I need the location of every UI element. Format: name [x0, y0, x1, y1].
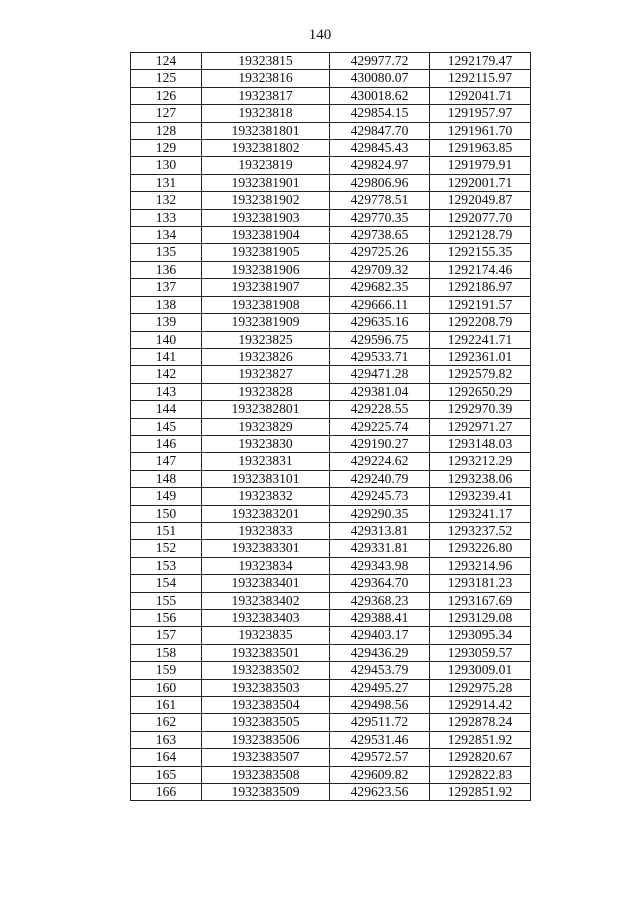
table-row [131, 714, 531, 731]
y-coordinate-cell: 1292970.39 [430, 401, 531, 418]
table-row [131, 192, 531, 209]
x-coordinate-cell: 429498.56 [330, 697, 430, 714]
point-id-cell: 1932381802 [202, 140, 330, 157]
point-id-cell: 1932383201 [202, 505, 330, 522]
row-number-cell: 152 [131, 540, 202, 557]
point-id-cell: 1932383507 [202, 749, 330, 766]
x-coordinate-cell: 429572.57 [330, 749, 430, 766]
point-id-cell: 19323830 [202, 435, 330, 452]
table-row [131, 522, 531, 539]
coordinates-table [130, 52, 531, 801]
table-row [131, 679, 531, 696]
x-coordinate-cell: 429240.79 [330, 470, 430, 487]
y-coordinate-cell: 1292049.87 [430, 192, 531, 209]
x-coordinate-cell: 429709.32 [330, 261, 430, 278]
table-row [131, 610, 531, 627]
table-row [131, 401, 531, 418]
x-coordinate-cell: 429847.70 [330, 122, 430, 139]
x-coordinate-cell: 429778.51 [330, 192, 430, 209]
x-coordinate-cell: 429533.71 [330, 348, 430, 365]
x-coordinate-cell: 429403.17 [330, 627, 430, 644]
point-id-cell: 19323816 [202, 70, 330, 87]
row-number-cell: 139 [131, 314, 202, 331]
row-number-cell: 138 [131, 296, 202, 313]
point-id-cell: 19323829 [202, 418, 330, 435]
row-number-cell: 126 [131, 87, 202, 104]
point-id-cell: 19323815 [202, 53, 330, 70]
point-id-cell: 19323825 [202, 331, 330, 348]
row-number-cell: 141 [131, 348, 202, 365]
table-row [131, 453, 531, 470]
table-row [131, 227, 531, 244]
point-id-cell: 1932381908 [202, 296, 330, 313]
y-coordinate-cell: 1293009.01 [430, 662, 531, 679]
row-number-cell: 127 [131, 105, 202, 122]
x-coordinate-cell: 429854.15 [330, 105, 430, 122]
point-id-cell: 19323826 [202, 348, 330, 365]
row-number-cell: 133 [131, 209, 202, 226]
table-row [131, 314, 531, 331]
x-coordinate-cell: 429245.73 [330, 488, 430, 505]
y-coordinate-cell: 1293237.52 [430, 522, 531, 539]
point-id-cell: 19323833 [202, 522, 330, 539]
x-coordinate-cell: 429824.97 [330, 157, 430, 174]
table-row [131, 209, 531, 226]
row-number-cell: 149 [131, 488, 202, 505]
row-number-cell: 155 [131, 592, 202, 609]
y-coordinate-cell: 1292208.79 [430, 314, 531, 331]
table-row [131, 261, 531, 278]
y-coordinate-cell: 1293167.69 [430, 592, 531, 609]
y-coordinate-cell: 1293129.08 [430, 610, 531, 627]
table-row [131, 157, 531, 174]
table-row [131, 488, 531, 505]
row-number-cell: 154 [131, 575, 202, 592]
table-row [131, 70, 531, 87]
point-id-cell: 1932382801 [202, 401, 330, 418]
row-number-cell: 162 [131, 714, 202, 731]
point-id-cell: 19323831 [202, 453, 330, 470]
table-row [131, 296, 531, 313]
x-coordinate-cell: 429436.29 [330, 644, 430, 661]
point-id-cell: 1932383401 [202, 575, 330, 592]
x-coordinate-cell: 429313.81 [330, 522, 430, 539]
x-coordinate-cell: 430018.62 [330, 87, 430, 104]
point-id-cell: 19323818 [202, 105, 330, 122]
row-number-cell: 132 [131, 192, 202, 209]
y-coordinate-cell: 1292361.01 [430, 348, 531, 365]
y-coordinate-cell: 1292077.70 [430, 209, 531, 226]
table-row [131, 766, 531, 783]
x-coordinate-cell: 429368.23 [330, 592, 430, 609]
row-number-cell: 148 [131, 470, 202, 487]
y-coordinate-cell: 1292241.71 [430, 331, 531, 348]
point-id-cell: 1932381801 [202, 122, 330, 139]
point-id-cell: 19323817 [202, 87, 330, 104]
row-number-cell: 134 [131, 227, 202, 244]
x-coordinate-cell: 429666.11 [330, 296, 430, 313]
table-row [131, 540, 531, 557]
y-coordinate-cell: 1292820.67 [430, 749, 531, 766]
x-coordinate-cell: 429225.74 [330, 418, 430, 435]
row-number-cell: 143 [131, 383, 202, 400]
y-coordinate-cell: 1293148.03 [430, 435, 531, 452]
point-id-cell: 1932383101 [202, 470, 330, 487]
table-row [131, 575, 531, 592]
point-id-cell: 19323819 [202, 157, 330, 174]
table-row [131, 122, 531, 139]
point-id-cell: 1932383402 [202, 592, 330, 609]
x-coordinate-cell: 430080.07 [330, 70, 430, 87]
point-id-cell: 19323835 [202, 627, 330, 644]
row-number-cell: 150 [131, 505, 202, 522]
x-coordinate-cell: 429190.27 [330, 435, 430, 452]
table-row [131, 784, 531, 801]
point-id-cell: 1932383505 [202, 714, 330, 731]
table-row [131, 592, 531, 609]
y-coordinate-cell: 1293238.06 [430, 470, 531, 487]
x-coordinate-cell: 429388.41 [330, 610, 430, 627]
row-number-cell: 166 [131, 784, 202, 801]
y-coordinate-cell: 1292579.82 [430, 366, 531, 383]
x-coordinate-cell: 429331.81 [330, 540, 430, 557]
point-id-cell: 1932381903 [202, 209, 330, 226]
y-coordinate-cell: 1292128.79 [430, 227, 531, 244]
y-coordinate-cell: 1292650.29 [430, 383, 531, 400]
x-coordinate-cell: 429511.72 [330, 714, 430, 731]
point-id-cell: 1932381904 [202, 227, 330, 244]
point-id-cell: 1932383506 [202, 731, 330, 748]
row-number-cell: 129 [131, 140, 202, 157]
y-coordinate-cell: 1291961.70 [430, 122, 531, 139]
y-coordinate-cell: 1291957.97 [430, 105, 531, 122]
coordinates-table-body [131, 53, 531, 801]
row-number-cell: 144 [131, 401, 202, 418]
row-number-cell: 164 [131, 749, 202, 766]
row-number-cell: 151 [131, 522, 202, 539]
row-number-cell: 137 [131, 279, 202, 296]
row-number-cell: 161 [131, 697, 202, 714]
x-coordinate-cell: 429224.62 [330, 453, 430, 470]
row-number-cell: 165 [131, 766, 202, 783]
y-coordinate-cell: 1292179.47 [430, 53, 531, 70]
row-number-cell: 157 [131, 627, 202, 644]
row-number-cell: 124 [131, 53, 202, 70]
row-number-cell: 147 [131, 453, 202, 470]
table-row [131, 53, 531, 70]
table-row [131, 140, 531, 157]
table-row [131, 366, 531, 383]
row-number-cell: 163 [131, 731, 202, 748]
point-id-cell: 1932383301 [202, 540, 330, 557]
y-coordinate-cell: 1292115.97 [430, 70, 531, 87]
x-coordinate-cell: 429596.75 [330, 331, 430, 348]
point-id-cell: 19323834 [202, 557, 330, 574]
y-coordinate-cell: 1292186.97 [430, 279, 531, 296]
table-row [131, 174, 531, 191]
row-number-cell: 160 [131, 679, 202, 696]
x-coordinate-cell: 429495.27 [330, 679, 430, 696]
table-row [131, 87, 531, 104]
y-coordinate-cell: 1292971.27 [430, 418, 531, 435]
x-coordinate-cell: 429381.04 [330, 383, 430, 400]
row-number-cell: 135 [131, 244, 202, 261]
table-row [131, 505, 531, 522]
table-row [131, 731, 531, 748]
y-coordinate-cell: 1292914.42 [430, 697, 531, 714]
point-id-cell: 1932383502 [202, 662, 330, 679]
table-row [131, 418, 531, 435]
row-number-cell: 125 [131, 70, 202, 87]
row-number-cell: 130 [131, 157, 202, 174]
y-coordinate-cell: 1293212.29 [430, 453, 531, 470]
x-coordinate-cell: 429635.16 [330, 314, 430, 331]
x-coordinate-cell: 429453.79 [330, 662, 430, 679]
point-id-cell: 1932383508 [202, 766, 330, 783]
y-coordinate-cell: 1291979.91 [430, 157, 531, 174]
y-coordinate-cell: 1292851.92 [430, 784, 531, 801]
point-id-cell: 1932381905 [202, 244, 330, 261]
point-id-cell: 19323827 [202, 366, 330, 383]
point-id-cell: 1932383504 [202, 697, 330, 714]
point-id-cell: 1932381907 [202, 279, 330, 296]
x-coordinate-cell: 429623.56 [330, 784, 430, 801]
point-id-cell: 19323828 [202, 383, 330, 400]
y-coordinate-cell: 1293059.57 [430, 644, 531, 661]
x-coordinate-cell: 429682.35 [330, 279, 430, 296]
row-number-cell: 136 [131, 261, 202, 278]
y-coordinate-cell: 1293226.80 [430, 540, 531, 557]
x-coordinate-cell: 429228.55 [330, 401, 430, 418]
table-row [131, 557, 531, 574]
point-id-cell: 1932381909 [202, 314, 330, 331]
row-number-cell: 128 [131, 122, 202, 139]
x-coordinate-cell: 429290.35 [330, 505, 430, 522]
table-row [131, 348, 531, 365]
x-coordinate-cell: 429531.46 [330, 731, 430, 748]
table-row [131, 435, 531, 452]
table-row [131, 697, 531, 714]
row-number-cell: 153 [131, 557, 202, 574]
y-coordinate-cell: 1293095.34 [430, 627, 531, 644]
table-row [131, 331, 531, 348]
row-number-cell: 131 [131, 174, 202, 191]
row-number-cell: 156 [131, 610, 202, 627]
table-row [131, 383, 531, 400]
y-coordinate-cell: 1292975.28 [430, 679, 531, 696]
x-coordinate-cell: 429738.65 [330, 227, 430, 244]
table-row [131, 749, 531, 766]
table-row [131, 662, 531, 679]
row-number-cell: 158 [131, 644, 202, 661]
table-row [131, 105, 531, 122]
point-id-cell: 19323832 [202, 488, 330, 505]
y-coordinate-cell: 1292878.24 [430, 714, 531, 731]
y-coordinate-cell: 1292155.35 [430, 244, 531, 261]
point-id-cell: 1932381906 [202, 261, 330, 278]
point-id-cell: 1932383403 [202, 610, 330, 627]
point-id-cell: 1932383501 [202, 644, 330, 661]
table-row [131, 470, 531, 487]
y-coordinate-cell: 1293239.41 [430, 488, 531, 505]
page-number: 140 [308, 27, 332, 43]
x-coordinate-cell: 429845.43 [330, 140, 430, 157]
row-number-cell: 142 [131, 366, 202, 383]
point-id-cell: 1932381902 [202, 192, 330, 209]
x-coordinate-cell: 429977.72 [330, 53, 430, 70]
y-coordinate-cell: 1291963.85 [430, 140, 531, 157]
x-coordinate-cell: 429471.28 [330, 366, 430, 383]
point-id-cell: 1932381901 [202, 174, 330, 191]
table-row [131, 627, 531, 644]
table-row [131, 244, 531, 261]
y-coordinate-cell: 1293214.96 [430, 557, 531, 574]
row-number-cell: 146 [131, 435, 202, 452]
row-number-cell: 140 [131, 331, 202, 348]
y-coordinate-cell: 1293241.17 [430, 505, 531, 522]
y-coordinate-cell: 1292191.57 [430, 296, 531, 313]
y-coordinate-cell: 1292041.71 [430, 87, 531, 104]
row-number-cell: 145 [131, 418, 202, 435]
y-coordinate-cell: 1293181.23 [430, 575, 531, 592]
x-coordinate-cell: 429343.98 [330, 557, 430, 574]
table-row [131, 644, 531, 661]
y-coordinate-cell: 1292822.83 [430, 766, 531, 783]
table-row [131, 279, 531, 296]
x-coordinate-cell: 429806.96 [330, 174, 430, 191]
x-coordinate-cell: 429609.82 [330, 766, 430, 783]
y-coordinate-cell: 1292001.71 [430, 174, 531, 191]
x-coordinate-cell: 429725.26 [330, 244, 430, 261]
x-coordinate-cell: 429364.70 [330, 575, 430, 592]
point-id-cell: 1932383503 [202, 679, 330, 696]
point-id-cell: 1932383509 [202, 784, 330, 801]
y-coordinate-cell: 1292174.46 [430, 261, 531, 278]
y-coordinate-cell: 1292851.92 [430, 731, 531, 748]
x-coordinate-cell: 429770.35 [330, 209, 430, 226]
row-number-cell: 159 [131, 662, 202, 679]
